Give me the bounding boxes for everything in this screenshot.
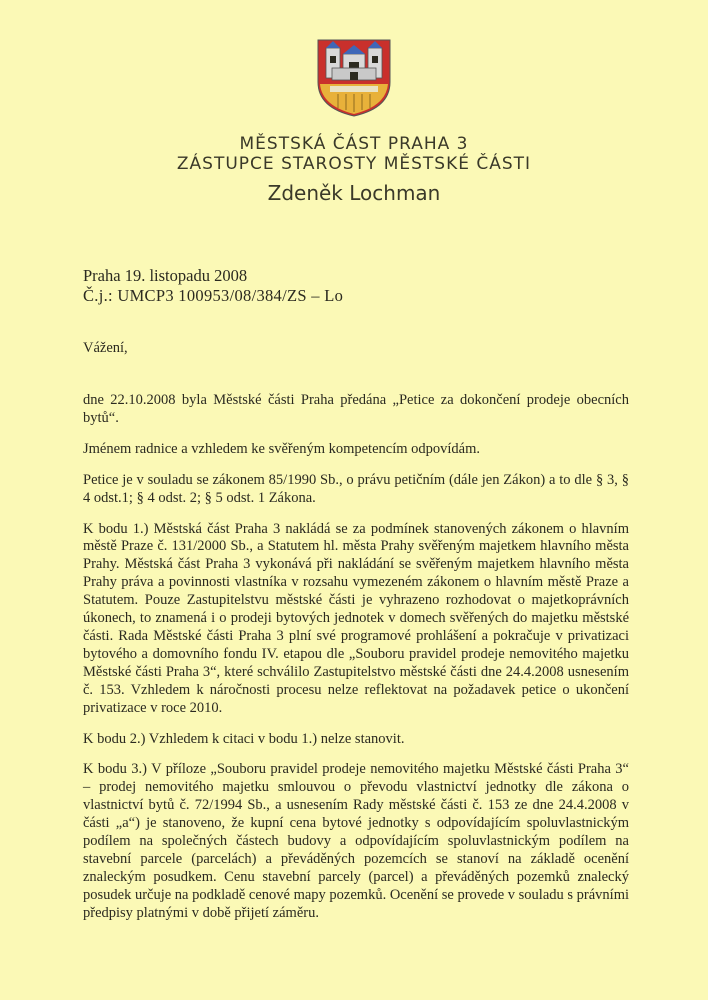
coat-of-arms-emblem [316,38,392,118]
letter-date: Praha 19. listopadu 2008 [83,266,248,285]
paragraph: K bodu 2.) Vzhledem k citaci v bodu 1.) nelze stanovit. [83,730,405,747]
paragraph: dne 22.10.2008 byla Městské části Praha předána „Petice za dokončení prodeje obecních bytů“. [83,392,629,426]
paragraph: Jménem radnice a vzhledem ke svěřeným kompetencím odpovídám. [83,440,481,457]
office-title: ZÁSTUPCE STAROSTY MĚSTSKÉ ČÁSTI [176,154,532,174]
salutation: Vážení, [83,340,128,356]
paragraph: Petice je v souladu se zákonem 85/1990 Sb., o právu petičním (dále jen Zákon) a to dle § 3, § 4 odst.1; § 4 odst. 2; § 5 odst. 1 Zákona. [83,471,629,506]
paragraph: K bodu 1.) Městská část Praha 3 nakládá se za podmínek stanovených zákonem o hlavním městě Praze č. 131/2000 Sb., a Statutem hl. města Prahy svěřeným majetkem hlavního města Prahy. Městská část Praha 3 vykonává při nakládání se svěřeným majetkem hlavního města Prahy práva a povinnosti vlastníka v rozsahu vymezeném zákonem o hlavním městě Praze a Statutem. Pouze Zastupitelstvu městské části je vyhrazeno rozhodovat o majetkoprávních úkonech, to znamená i o prodeji bytových jednotek v domech svěřených do majetku městské části. Rada Městské části Praha 3 plní své programové prohlášení a pokračuje v privatizaci bytového a domovního fondu IV. etapou dle „Souboru pravidel prodeje nemovitého majetku Městské části Praha 3“, které schválilo Zastupitelstvo městské části dne 24.4.2008 usnesením č. 153. Vzhledem k náročnosti procesu nelze reflektovat na požadavek petice o ukončení privatizace v roce 2010. [83,520,629,716]
organization-name: MĚSTSKÁ ČÁST PRAHA 3 [239,134,469,154]
reference-number: Č.j.: UMCP3 100953/08/384/ZS – Lo [83,286,344,305]
letter-meta [83,266,343,306]
person-name: Zdeněk Lochman [267,181,441,205]
letter-body [83,392,629,936]
paragraph: K bodu 3.) V příloze „Souboru pravidel prodeje nemovitého majetku Městské části Praha 3“ – prodej nemovitého majetku smlouvou o převodu vlastnictví jednotky dle zákona o vlastnictví bytů č. 72/1994 Sb., a usnesením Rady městské části č. 153 ze dne 24.4.2008 v části „a“) je stanoveno, že kupní cena bytové jednotky s odpovídajícím spoluvlastnickým podílem na společných částech budovy a odpovídajícím spoluvlastnickým podílem na stavební parcele (parcelách) a převáděných pozemcích se stanoví na základě ocenění znaleckým posudkem. Cenu stavební parcely (parcel) a převáděných pozemků znalecký posudek určuje na podkladě cenové mapy pozemků. Ocenění se provede v souladu s právními předpisy platnými v době přijetí záměru. [83,761,630,921]
